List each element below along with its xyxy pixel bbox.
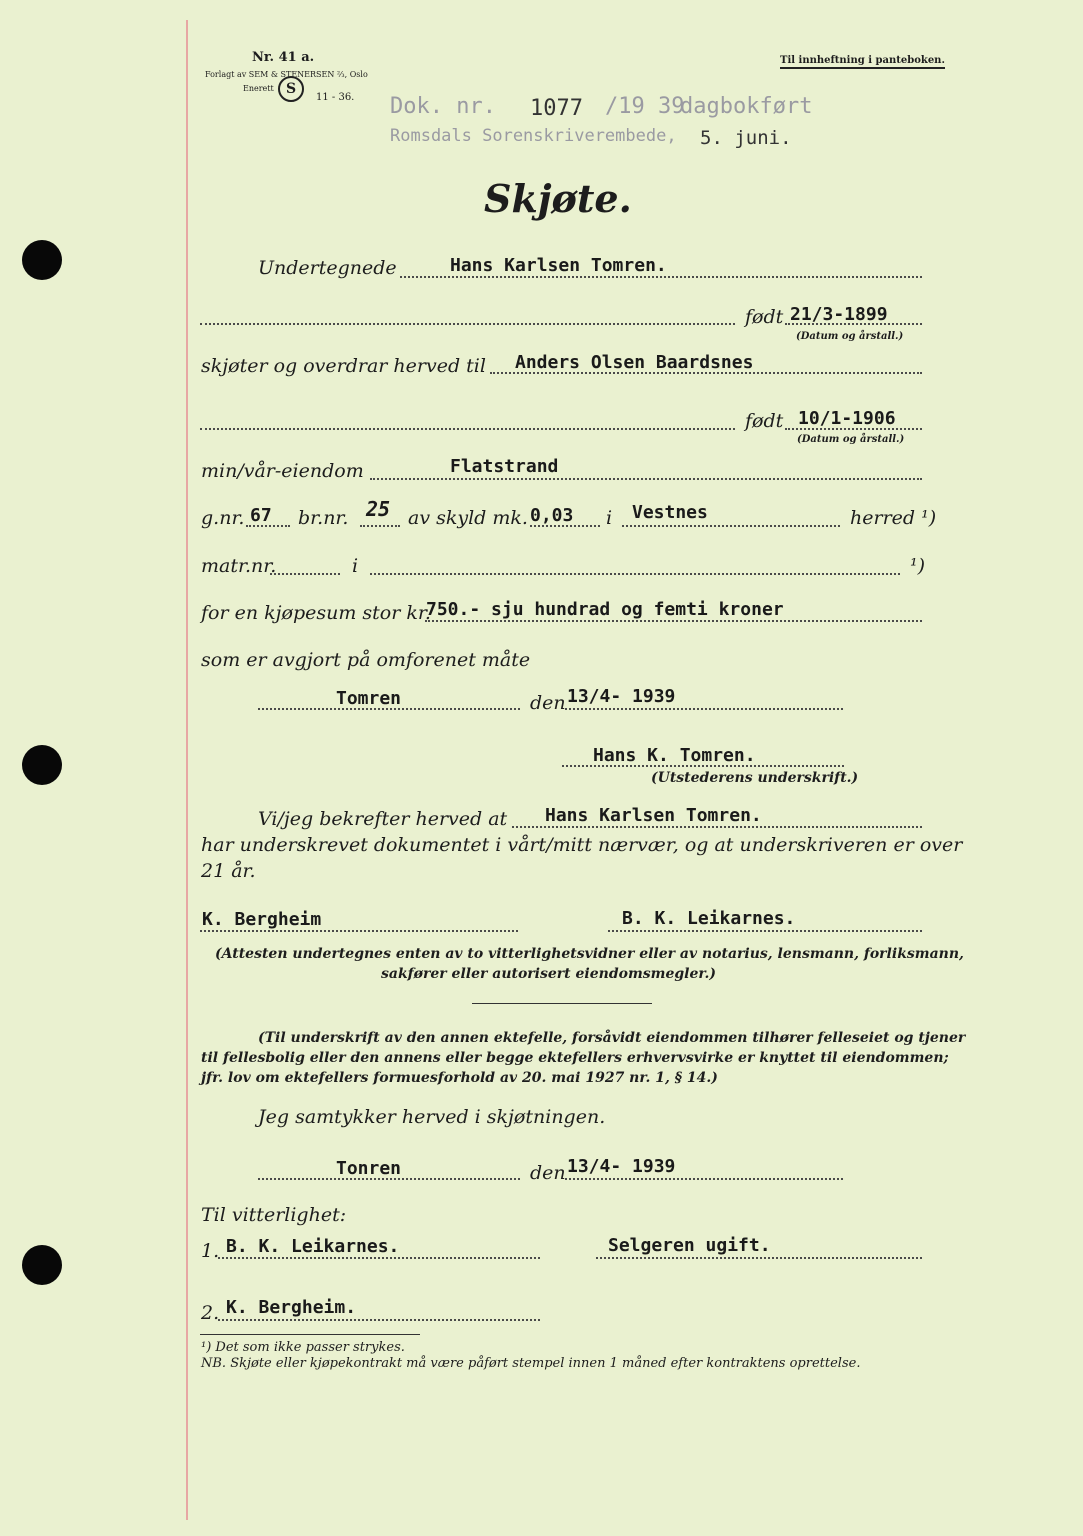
herred-i-label: i: [606, 507, 613, 529]
seller-extra-line: [200, 323, 735, 325]
skyld-label: av skyld mk.: [408, 507, 528, 529]
brnr-value: 25: [366, 497, 391, 521]
stamp-dagbokfort: dagbokført: [680, 94, 813, 119]
den-label-2: den: [530, 1162, 566, 1184]
document-title: Skjøte.: [484, 176, 632, 221]
place2-value: Tonren: [336, 1158, 402, 1179]
matr-line: [270, 573, 340, 575]
seller-birth: 21/3-1899: [790, 304, 888, 325]
vitne1-line: [218, 1257, 540, 1259]
spouse-note-2: til fellesbolig eller den annens eller begge ektefellers erhvervsvirke er knyttet til eiendommen;: [201, 1050, 949, 1066]
footnote-2: NB. Skjøte eller kjøpekontrakt må være påført stempel innen 1 måned efter kontraktens oprettelse.: [201, 1356, 861, 1371]
margin-rule: [186, 20, 188, 1520]
publisher-logo: S: [278, 76, 304, 102]
bekrefter-line2: har underskrevet dokumentet i vårt/mitt nærvær, og at underskriveren er over: [201, 834, 963, 856]
publisher-line: Forlagt av SEM & STENERSEN ⅔, Oslo: [205, 70, 368, 79]
date2-value: 13/4- 1939: [567, 1156, 676, 1177]
samtykker-label: Jeg samtykker herved i skjøtningen.: [258, 1106, 606, 1128]
seller-status-line: [596, 1257, 922, 1259]
eiendom-line: [370, 478, 922, 480]
punch-hole-top: [22, 240, 62, 280]
brnr-label: br.nr.: [298, 507, 349, 529]
skjoter-label: skjøter og overdrar herved til: [201, 355, 486, 377]
witness2-line: [608, 930, 922, 932]
vitterlighet-label: Til vitterlighet:: [201, 1204, 347, 1226]
avgjort-label: som er avgjort på omforenet måte: [201, 649, 531, 671]
stamp-dok-nr: Dok. nr.: [390, 94, 496, 119]
spouse-note-1: (Til underskrift av den annen ektefelle, forsåvidt eiendommen tilhører felleseiet og tjener: [258, 1030, 966, 1046]
publisher-enerett: Enerett: [243, 84, 274, 93]
utsteder-note: (Utstederens underskrift.): [651, 770, 859, 786]
kjopesum-value: 750.- sju hundrad og femti kroner: [426, 599, 784, 620]
stamp-number: 1077: [530, 96, 583, 121]
gnr-value: 67: [250, 505, 272, 526]
witness2-value: B. K. Leikarnes.: [622, 908, 796, 929]
vitne1-number: 1.: [201, 1240, 220, 1262]
signature1-value: Hans K. Tomren.: [593, 745, 756, 766]
eiendom-label: min/vår-eiendom: [201, 460, 364, 482]
vitne2-value: K. Bergheim.: [226, 1297, 357, 1318]
witness1-line: [200, 930, 518, 932]
fodt-label-1: født: [745, 306, 784, 328]
herred-value: Vestnes: [632, 502, 708, 523]
herred-line: [622, 525, 840, 527]
attest-note-1: (Attesten undertegnes enten av to vitterlighetsvidner eller av notarius, lensmann, forliksmann,: [215, 946, 964, 962]
buyer-extra-line: [200, 428, 735, 430]
publisher-code: 11 - 36.: [316, 92, 355, 103]
attest-note-2: sakfører eller autorisert eiendomsmegler.): [381, 966, 716, 982]
top-right-note: Til innheftning i panteboken.: [780, 55, 945, 69]
skyld-value: 0,03: [530, 505, 574, 526]
vitne1-value: B. K. Leikarnes.: [226, 1236, 400, 1257]
matr-i-label: i: [352, 555, 359, 577]
gnr-label: g.nr.: [201, 507, 245, 529]
fodt-label-2: født: [745, 410, 784, 432]
kjopesum-label: for en kjøpesum stor kr.: [201, 602, 431, 624]
stamp-date: 5. juni.: [700, 127, 792, 149]
herred-label: herred ¹): [850, 507, 937, 529]
section-divider: [472, 1003, 652, 1004]
spouse-note-3: jfr. lov om ektefellers formuesforhold av 20. mai 1927 nr. 1, § 14.): [201, 1070, 718, 1086]
datum-note-1: (Datum og årstall.): [796, 331, 904, 342]
seller-status: Selgeren ugift.: [608, 1235, 771, 1256]
buyer-name: Anders Olsen Baardsnes: [515, 352, 754, 373]
punch-hole-middle: [22, 745, 62, 785]
witness1-value: K. Bergheim: [202, 909, 322, 930]
bekrefter-label: Vi/jeg bekrefter herved at: [258, 808, 508, 830]
date1-value: 13/4- 1939: [567, 686, 676, 707]
matr-i-line: [370, 573, 900, 575]
vitne2-number: 2.: [201, 1302, 220, 1324]
vitne2-line: [218, 1319, 540, 1321]
matr-note: ¹): [910, 555, 926, 577]
footnote-divider: [200, 1334, 420, 1335]
stamp-embede: Romsdals Sorenskriverembede,: [390, 126, 677, 146]
matr-label: matr.nr.: [201, 555, 277, 577]
date2-line: [565, 1178, 843, 1180]
bekrefter-value: Hans Karlsen Tomren.: [545, 805, 762, 826]
brnr-line: [360, 525, 400, 527]
undertegnede-line: [400, 276, 922, 278]
footnote-1: ¹) Det som ikke passer strykes.: [201, 1340, 405, 1355]
stamp-year: /19 39: [605, 94, 685, 119]
bekrefter-line: [512, 826, 922, 828]
datum-note-2: (Datum og årstall.): [797, 434, 905, 445]
kjopesum-line: [425, 620, 922, 622]
date1-line: [565, 708, 843, 710]
den-label-1: den: [530, 692, 566, 714]
place1-value: Tomren: [336, 688, 402, 709]
form-number: Nr. 41 a.: [252, 50, 315, 65]
eiendom-value: Flatstrand: [450, 456, 559, 477]
undertegnede-value: Hans Karlsen Tomren.: [450, 255, 667, 276]
undertegnede-label: Undertegnede: [258, 257, 397, 279]
punch-hole-bottom: [22, 1245, 62, 1285]
buyer-birth: 10/1-1906: [798, 408, 896, 429]
bekrefter-line3: 21 år.: [201, 860, 256, 882]
